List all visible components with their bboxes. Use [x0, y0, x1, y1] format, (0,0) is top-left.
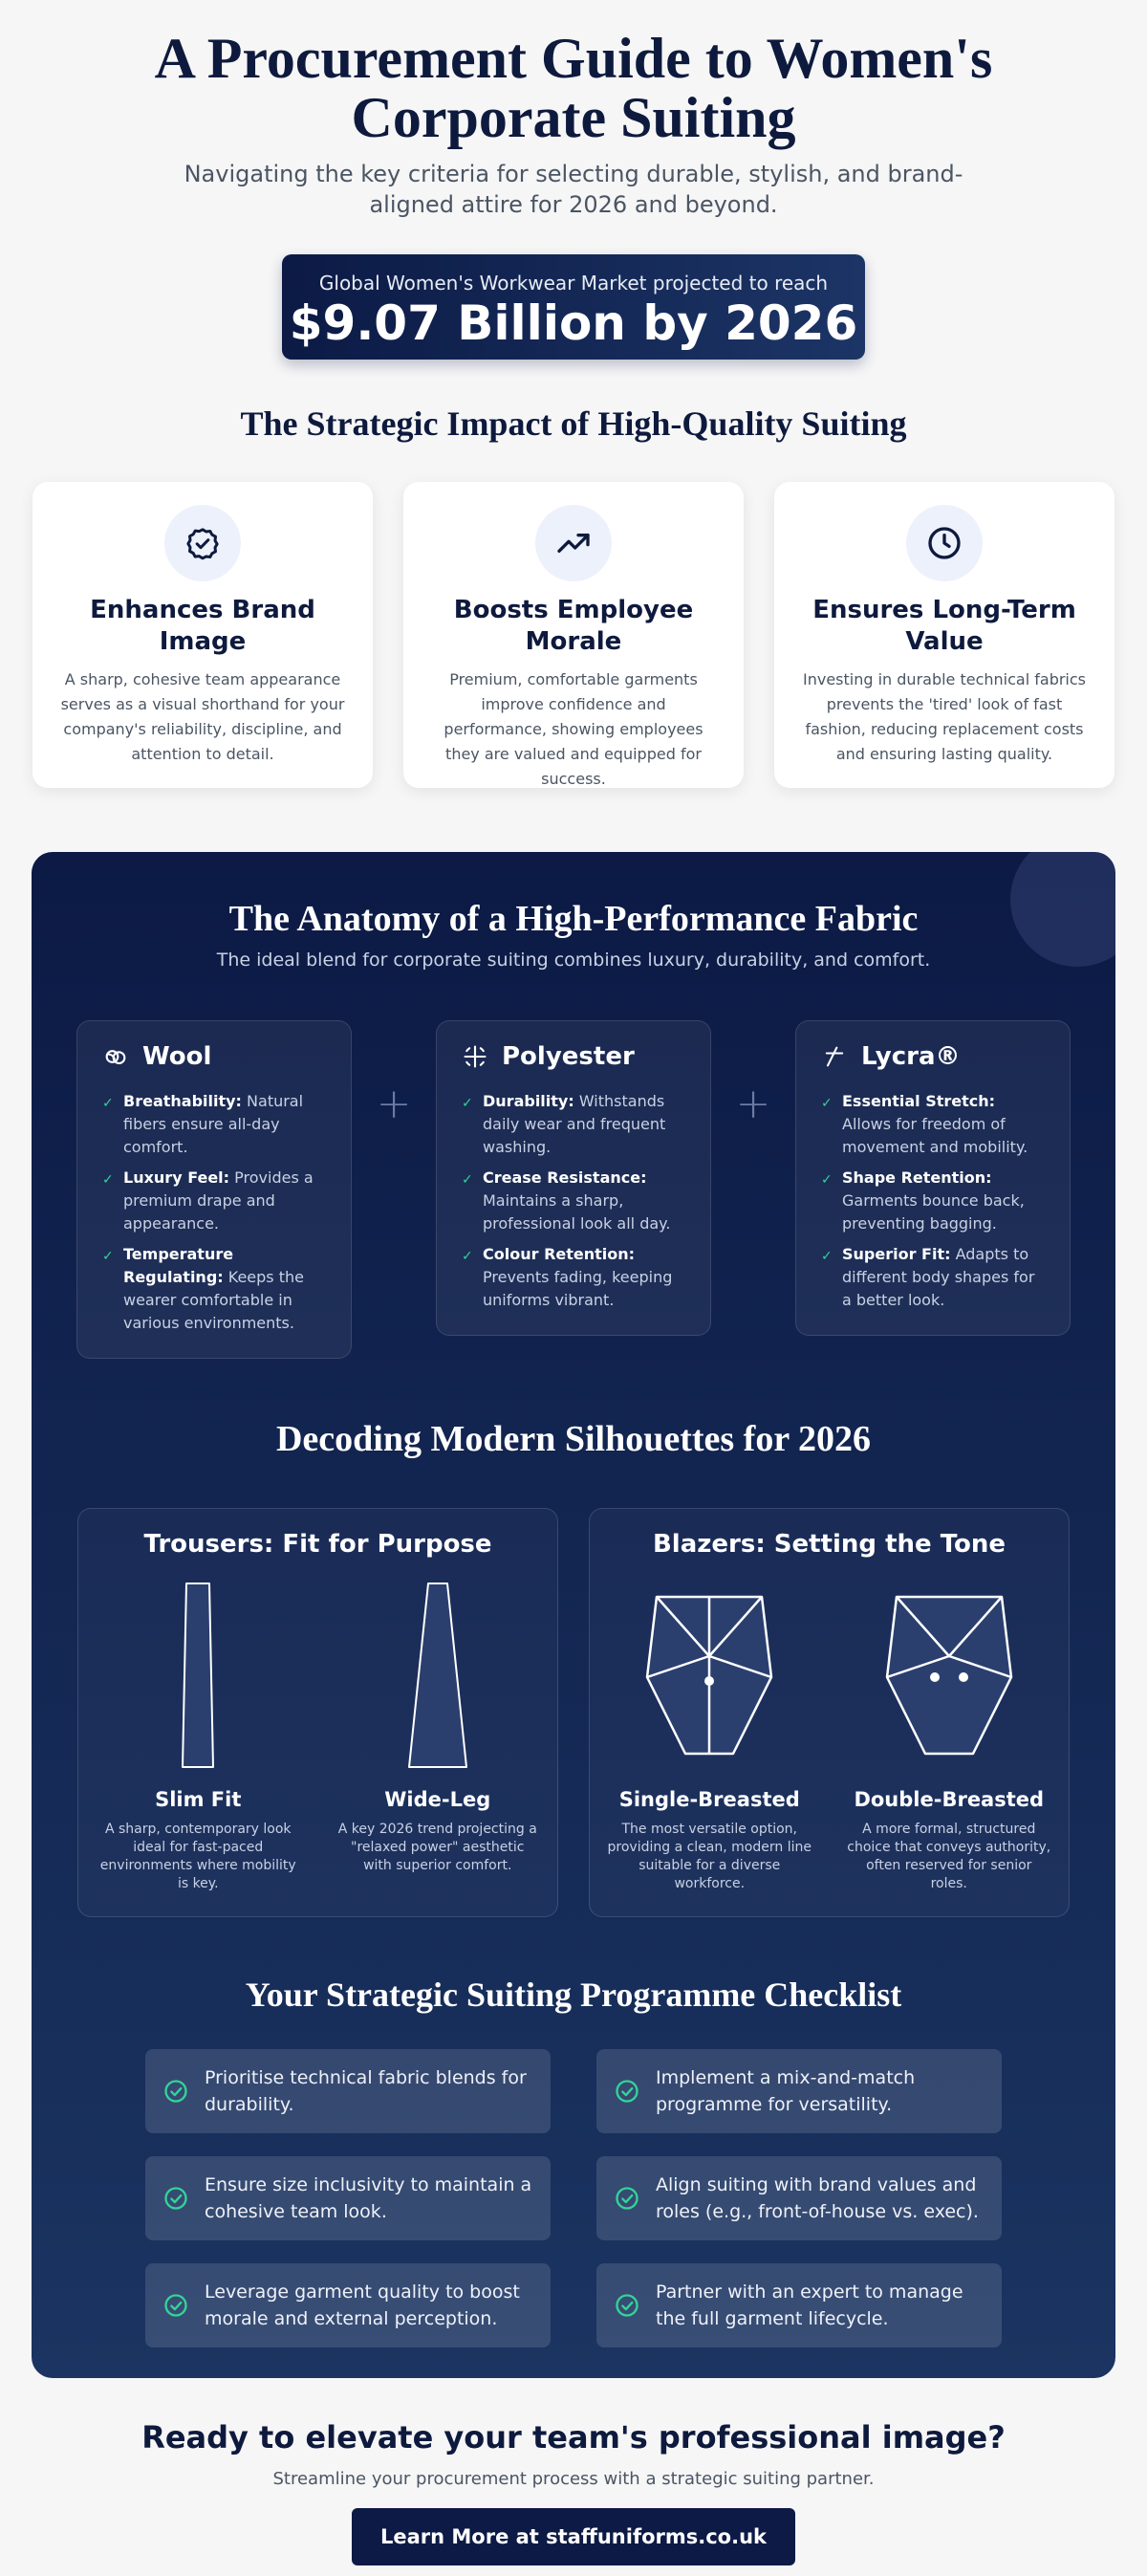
- benefit-label: Temperature Regulating:: [123, 1245, 234, 1286]
- check-circle-icon: [614, 2078, 640, 2105]
- silhouette-items: [78, 1580, 557, 1893]
- fabric-name: Lycra®: [861, 1042, 961, 1071]
- silhouette-text: A key 2026 trend projecting a "relaxed power" aesthetic with superior comfort.: [337, 1822, 537, 1873]
- double-breasted-blazer-icon: [877, 1591, 1021, 1759]
- checklist-item: [145, 2263, 551, 2347]
- check-circle-icon: [614, 2292, 640, 2319]
- silhouette-name: Single-Breasted: [618, 1788, 800, 1811]
- benefit-text: Maintains a sharp, professional look all day.: [483, 1191, 671, 1233]
- silhouette-wide-leg: [328, 1580, 548, 1893]
- cta-title: Ready to elevate your team's professional image?: [141, 2419, 1006, 2456]
- benefit-text: Garments bounce back, preventing bagging.: [842, 1191, 1025, 1233]
- silhouette-heading: Decoding Modern Silhouettes for 2026: [275, 1419, 872, 1459]
- benefit: [842, 1167, 1049, 1235]
- page-title: A Procurement Guide to Women's Corporate Suiting: [154, 27, 993, 149]
- silhouette-text: A more formal, structured choice that conveys authority, often reserved for senior roles.: [847, 1822, 1051, 1891]
- benefit: [123, 1090, 330, 1159]
- benefit-text: Adapts to different body shapes for a better look.: [842, 1245, 1035, 1309]
- benefit-label: Colour Retention:: [483, 1245, 636, 1263]
- benefit: [483, 1243, 689, 1312]
- impact-card-brand: [32, 482, 373, 788]
- blazers-card: [589, 1508, 1070, 1917]
- benefit: [123, 1243, 330, 1335]
- check-icon: ✓: [821, 1249, 833, 1264]
- card-title: Blazers: Setting the Tone: [652, 1530, 1006, 1559]
- silhouette-text: A sharp, contemporary look ideal for fast-paced environments where mobility is key.: [99, 1822, 296, 1891]
- list-item: [462, 1243, 689, 1312]
- benefit-label: Essential Stretch:: [842, 1092, 996, 1110]
- impact-title: Boosts Employee Morale: [453, 596, 694, 656]
- header: [0, 0, 1147, 360]
- wide-leg-trouser-icon: [400, 1582, 476, 1769]
- fibre-icon: [462, 1043, 488, 1070]
- checklist-text: Align suiting with brand values and roles (e.g., front-of-house vs. exec).: [656, 2174, 979, 2222]
- check-icon: ✓: [462, 1096, 473, 1111]
- check-circle-icon: [162, 2185, 189, 2212]
- impact-card-morale: [403, 482, 744, 788]
- checklist-item: [596, 2263, 1002, 2347]
- silhouette-name: Double-Breasted: [854, 1788, 1045, 1811]
- fabric-card-wool: [76, 1020, 352, 1359]
- checklist-item: [596, 2156, 1002, 2240]
- market-stat-box: [282, 254, 865, 360]
- silhouette-name: Wide-Leg: [384, 1788, 491, 1811]
- trending-up-icon: [535, 505, 612, 581]
- graphic-wrap: [88, 1580, 308, 1771]
- learn-more-button[interactable]: Learn More at staffuniforms.co.uk: [352, 2508, 795, 2565]
- check-icon: ✓: [102, 1172, 114, 1188]
- list-item: [821, 1167, 1049, 1235]
- fabric-name: Wool: [142, 1042, 212, 1071]
- impact-text: Premium, comfortable garments improve confidence and performance, showing employees they are valued and equipped for success.: [444, 670, 703, 788]
- impact-text: A sharp, cohesive team appearance serves as a visual shorthand for your company's reliability, discipline, and attention to detail.: [60, 670, 345, 763]
- benefit-text: Provides a premium drape and appearance.: [123, 1168, 314, 1233]
- graphic-wrap: [839, 1580, 1059, 1771]
- fabric-benefits: [102, 1090, 330, 1335]
- stat-value: $9.07 Billion by 2026: [289, 295, 858, 351]
- benefit-text: Withstands daily wear and frequent washing.: [483, 1092, 666, 1156]
- card-title: Trousers: Fit for Purpose: [143, 1530, 492, 1559]
- benefit-label: Crease Resistance:: [483, 1168, 647, 1187]
- benefit: [123, 1167, 330, 1235]
- benefit-text: Keeps the wearer comfortable in various environments.: [123, 1268, 304, 1332]
- check-icon: ✓: [102, 1249, 114, 1264]
- check-icon: ✓: [821, 1096, 833, 1111]
- cta-subtitle: Streamline your procurement process with a strategic suiting partner.: [272, 2469, 875, 2489]
- fabric-name-row: [102, 1042, 330, 1071]
- fabric-benefits: [821, 1090, 1049, 1312]
- footer-cta: [0, 2419, 1147, 2565]
- impact-card-value: [774, 482, 1115, 788]
- silhouette-cards: [77, 1508, 1070, 1917]
- wool-icon: [102, 1043, 129, 1070]
- benefit: [842, 1243, 1049, 1312]
- fabric-name: Polyester: [502, 1042, 635, 1071]
- silhouette-text: The most versatile option, providing a clean, modern line suitable for a diverse workforce.: [607, 1822, 812, 1891]
- checklist-text: Prioritise technical fabric blends for durability.: [205, 2067, 527, 2115]
- check-circle-icon: [162, 2292, 189, 2319]
- fabric-subheading: The ideal blend for corporate suiting combines luxury, durability, and comfort.: [216, 950, 931, 971]
- impact-cards: [32, 482, 1115, 788]
- single-breasted-blazer-icon: [638, 1591, 781, 1759]
- checklist-text: Partner with an expert to manage the full garment lifecycle.: [656, 2281, 963, 2329]
- checklist-grid: [32, 2049, 1115, 2347]
- check-icon: ✓: [462, 1249, 473, 1264]
- fabric-name-row: [462, 1042, 689, 1071]
- silhouette-double-breasted: [839, 1580, 1059, 1893]
- page-subtitle: Navigating the key criteria for selecting durable, stylish, and brand-aligned attire for 2026 and beyond.: [184, 161, 963, 218]
- check-circle-icon: [162, 2078, 189, 2105]
- fabric-heading: The Anatomy of a High-Performance Fabric: [228, 899, 919, 939]
- checklist-item: [596, 2049, 1002, 2133]
- plus-sign: +: [735, 1080, 771, 1128]
- check-icon: ✓: [821, 1172, 833, 1188]
- list-item: [462, 1167, 689, 1235]
- benefit-label: Breathability:: [123, 1092, 242, 1110]
- impact-heading: The Strategic Impact of High-Quality Suiting: [240, 404, 907, 443]
- fabric-cards: [32, 1020, 1115, 1359]
- stat-caption: Global Women's Workwear Market projected to reach: [318, 272, 829, 295]
- benefit-label: Durability:: [483, 1092, 574, 1110]
- impact-text: Investing in durable technical fabrics prevents the 'tired' look of fast fashion, reducing replacement costs and ensuring lasting quality.: [802, 670, 1086, 763]
- silhouette-items: [590, 1580, 1069, 1893]
- checklist-heading: Your Strategic Suiting Programme Checklist: [245, 1976, 902, 2014]
- clock-icon: [906, 505, 983, 581]
- benefit-label: Shape Retention:: [842, 1168, 992, 1187]
- check-circle-icon: [614, 2185, 640, 2212]
- benefit-label: Superior Fit:: [842, 1245, 951, 1263]
- list-item: [102, 1090, 330, 1159]
- graphic-wrap: [328, 1580, 548, 1771]
- checklist-item: [145, 2049, 551, 2133]
- plus-sign: +: [376, 1080, 412, 1128]
- benefit-label: Luxury Feel:: [123, 1168, 230, 1187]
- benefit: [842, 1090, 1049, 1159]
- silhouette-name: Slim Fit: [155, 1788, 242, 1811]
- silhouette-single-breasted: [599, 1580, 819, 1893]
- fabric-card-polyester: [436, 1020, 711, 1336]
- list-item: [462, 1090, 689, 1159]
- impact-section: [0, 404, 1147, 788]
- list-item: [821, 1090, 1049, 1159]
- list-item: [102, 1167, 330, 1235]
- trousers-card: [77, 1508, 558, 1917]
- fabric-silhouette-checklist-panel: [32, 852, 1115, 2378]
- benefit: [483, 1167, 689, 1235]
- graphic-wrap: [599, 1580, 819, 1771]
- slim-trouser-icon: [169, 1582, 227, 1769]
- checklist-text: Ensure size inclusivity to maintain a cohesive team look.: [205, 2174, 532, 2222]
- benefit-text: Prevents fading, keeping uniforms vibrant.: [483, 1268, 673, 1309]
- silhouette-slim-fit: [88, 1580, 308, 1893]
- list-item: [102, 1243, 330, 1335]
- fabric-card-lycra: [795, 1020, 1071, 1336]
- check-icon: ✓: [462, 1172, 473, 1188]
- fabric-name-row: [821, 1042, 1049, 1071]
- impact-title: Ensures Long-Term Value: [812, 596, 1076, 656]
- benefit-text: Allows for freedom of movement and mobility.: [842, 1115, 1028, 1156]
- benefit-text: Natural fibers ensure all-day comfort.: [123, 1092, 304, 1156]
- stretch-icon: [821, 1043, 848, 1070]
- checklist-text: Leverage garment quality to boost morale and external perception.: [205, 2281, 520, 2329]
- check-icon: ✓: [102, 1096, 114, 1111]
- checklist-item: [145, 2156, 551, 2240]
- benefit: [483, 1090, 689, 1159]
- fabric-benefits: [462, 1090, 689, 1312]
- badge-check-icon: [164, 505, 241, 581]
- checklist-text: Implement a mix-and-match programme for versatility.: [656, 2067, 916, 2115]
- impact-title: Enhances Brand Image: [90, 596, 315, 656]
- list-item: [821, 1243, 1049, 1312]
